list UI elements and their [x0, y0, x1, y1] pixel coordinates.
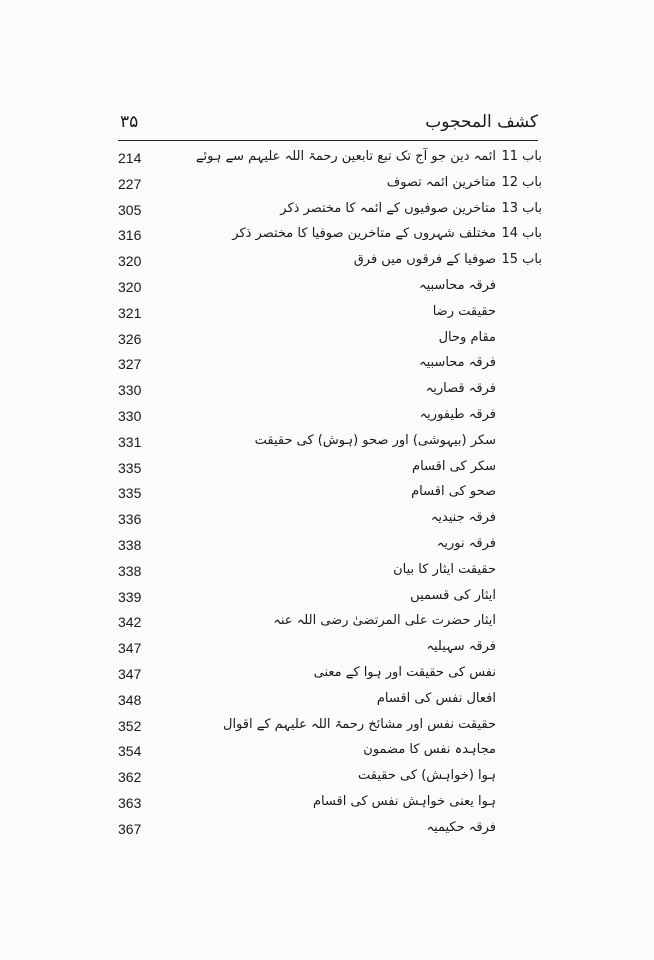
toc-entry-title: فرقہ قصاریہ	[425, 381, 496, 397]
toc-page-number: 330	[118, 407, 142, 424]
toc-row	[0, 561, 654, 587]
toc-page-number: 327	[118, 356, 142, 373]
toc-page-number: 335	[118, 459, 142, 476]
toc-page-number: 336	[118, 511, 142, 528]
toc-row	[0, 638, 654, 664]
toc-chapter-label: باب 11	[501, 149, 542, 164]
toc-row	[0, 277, 654, 303]
toc-page-number: 316	[118, 227, 142, 244]
toc-page-number: 367	[118, 820, 142, 837]
toc-row	[0, 819, 654, 845]
toc-row	[0, 225, 654, 251]
toc-entry-title: فرقہ نوریہ	[436, 535, 496, 551]
toc-chapter-label: باب 14	[501, 226, 542, 242]
table-of-contents	[0, 148, 654, 845]
toc-chapter-label: باب 12	[501, 174, 542, 190]
toc-page-number: 354	[118, 743, 142, 760]
toc-page-number: 342	[118, 614, 142, 631]
toc-entry-title: متاخرین ائمہ تصوف	[386, 174, 496, 190]
toc-row	[0, 303, 654, 329]
toc-entry-title: ایثار حضرت علی المرتضیٰ رضی اللہ عنہ	[273, 613, 496, 629]
toc-page-number: 363	[118, 794, 142, 811]
toc-row	[0, 200, 654, 226]
toc-page-number: 338	[118, 536, 142, 553]
toc-entry-title: فرقہ محاسبیہ	[418, 355, 496, 371]
toc-row	[0, 251, 654, 277]
toc-entry-title: فرقہ حکیمیہ	[426, 819, 496, 835]
toc-entry-title: ہوا یعنی خواہش نفس کی اقسام	[312, 793, 496, 809]
toc-page-number: 339	[118, 588, 142, 605]
toc-page-number: 347	[118, 640, 142, 657]
toc-row	[0, 793, 654, 819]
toc-page-number: 214	[118, 150, 142, 166]
toc-page-number: 335	[118, 485, 142, 502]
toc-row	[0, 432, 654, 458]
toc-page-number: 338	[118, 562, 142, 579]
toc-entry-title: افعال نفس کی اقسام	[376, 690, 496, 706]
toc-row	[0, 509, 654, 535]
toc-row	[0, 767, 654, 793]
toc-row	[0, 535, 654, 561]
toc-page-number: 321	[118, 304, 142, 321]
toc-entry-title: مقام وحال	[438, 329, 496, 345]
toc-row	[0, 716, 654, 742]
toc-entry-title: فرقہ جنیدیہ	[430, 510, 496, 526]
toc-page-number: 362	[118, 769, 142, 786]
toc-row	[0, 329, 654, 355]
running-header	[118, 114, 538, 141]
toc-row	[0, 587, 654, 613]
toc-entry-title: حقیقت ایثار کا بیان	[393, 561, 496, 577]
page-number: ۳۵	[120, 112, 139, 132]
toc-entry-title: فرقہ محاسبیہ	[418, 277, 496, 293]
toc-row	[0, 458, 654, 484]
toc-page-number: 227	[118, 175, 142, 192]
toc-entry-title: ائمہ دین جو آج تک تبع تابعین رحمۃ اللہ علیہم سے ہوئے	[195, 149, 496, 164]
toc-page-number: 352	[118, 717, 142, 734]
toc-page-number: 326	[118, 330, 142, 347]
toc-entry-title: مجاہدہ نفس کا مضمون	[363, 742, 496, 758]
toc-row	[0, 612, 654, 638]
toc-row	[0, 380, 654, 406]
toc-entry-title: نفس کی حقیقت اور ہوا کے معنی	[313, 664, 496, 680]
toc-entry-title: حقیقت نفس اور مشائخ رحمۃ اللہ علیہم کے اقوال	[223, 716, 496, 732]
toc-row	[0, 354, 654, 380]
toc-entry-title: حقیقت رضا	[432, 303, 496, 319]
toc-entry-title: سکر کی اقسام	[412, 458, 496, 474]
toc-page-number: 320	[118, 278, 142, 295]
toc-row	[0, 406, 654, 432]
toc-entry-title: فرقہ سہیلیہ	[426, 639, 496, 655]
toc-page-number: 348	[118, 691, 142, 708]
toc-page-number: 320	[118, 253, 142, 270]
toc-chapter-label: باب 13	[501, 200, 542, 216]
toc-row	[0, 148, 654, 174]
toc-entry-title: مختلف شہروں کے متاخرین صوفیا کا مختصر ذکر	[232, 226, 496, 242]
book-title: کشف المحجوب	[425, 112, 538, 132]
toc-entry-title: ہوا (خواہش) کی حقیقت	[358, 768, 496, 784]
toc-entry-title: صحو کی اقسام	[411, 484, 496, 500]
toc-entry-title: صوفیا کے فرقوں میں فرق	[353, 252, 496, 268]
toc-entry-title: متاخرین صوفیوں کے ائمہ کا مختصر ذکر	[280, 200, 496, 216]
toc-page-number: 347	[118, 665, 142, 682]
toc-row	[0, 690, 654, 716]
toc-page-number: 305	[118, 201, 142, 218]
toc-chapter-label: باب 15	[501, 252, 542, 268]
toc-page-number: 330	[118, 382, 142, 399]
toc-entry-title: فرقہ طیفوریہ	[419, 406, 496, 422]
toc-entry-title: سکر (بیہوشی) اور صحو (ہوش) کی حقیقت	[254, 432, 496, 448]
toc-row	[0, 483, 654, 509]
toc-row	[0, 741, 654, 767]
toc-entry-title: ایثار کی قسمیں	[410, 587, 496, 603]
toc-row	[0, 174, 654, 200]
toc-row	[0, 664, 654, 690]
toc-page-number: 331	[118, 433, 142, 450]
